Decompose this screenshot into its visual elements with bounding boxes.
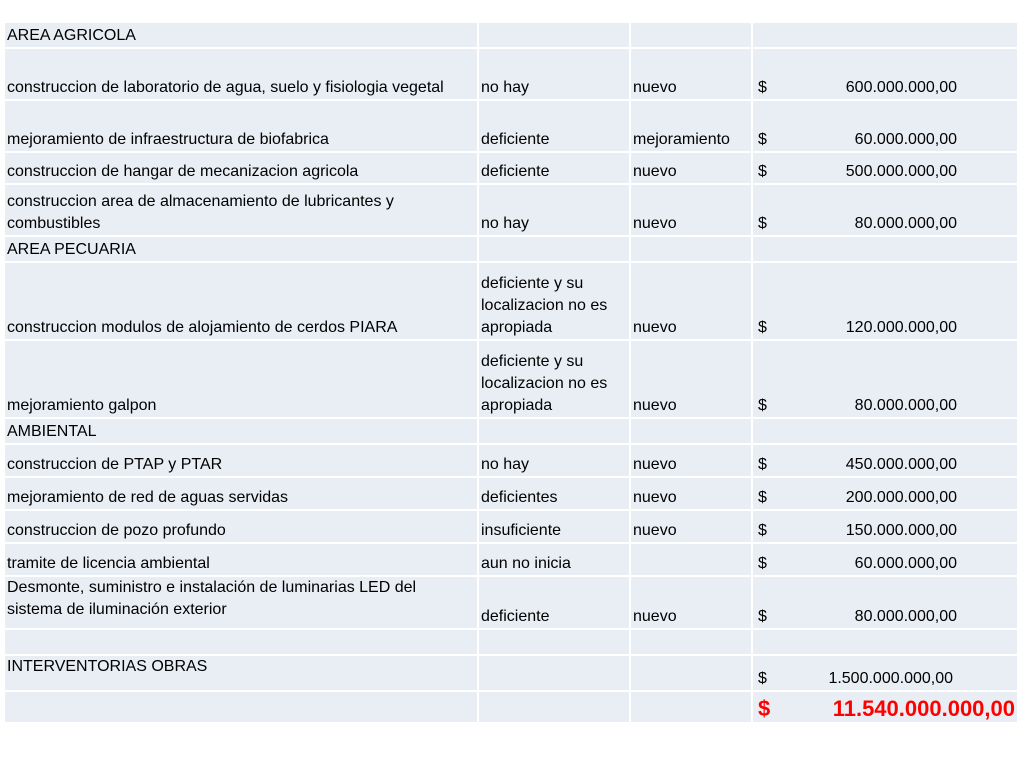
table-row: [5, 263, 1017, 339]
valor-cell: [753, 49, 1017, 99]
tipo-cell: nuevo: [631, 341, 751, 417]
estado-cell: [479, 656, 629, 690]
amount: 200.000.000,00: [845, 489, 957, 506]
valor-cell: [753, 544, 1017, 575]
amount: 120.000.000,00: [845, 319, 957, 336]
total-row: [5, 692, 1017, 722]
currency-symbol: $: [758, 456, 767, 473]
estado-cell: deficientes: [479, 478, 629, 509]
estado-cell: deficiente: [479, 101, 629, 151]
item-cell: INTERVENTORIAS OBRAS: [5, 656, 477, 690]
item-cell: construccion area de almacenamiento de lubricantes y combustibles: [5, 185, 477, 235]
estado-cell: deficiente y su localizacion no es apropiada: [479, 341, 629, 417]
estado-cell: [479, 23, 629, 47]
total-amount: 11.540.000.000,00: [832, 696, 1015, 721]
item-cell: AREA AGRICOLA: [5, 23, 477, 47]
estado-cell: no hay: [479, 445, 629, 476]
estado-cell: insuficiente: [479, 511, 629, 542]
tipo-cell: [631, 23, 751, 47]
valor-cell: [753, 656, 1017, 690]
amount: 500.000.000,00: [845, 163, 957, 180]
item-cell: [5, 630, 477, 654]
item-cell: mejoramiento galpon: [5, 341, 477, 417]
table-row: [5, 101, 1017, 151]
amount: 600.000.000,00: [845, 79, 957, 96]
tipo-cell: nuevo: [631, 153, 751, 183]
tipo-cell: nuevo: [631, 478, 751, 509]
valor-cell: [753, 23, 1017, 47]
table-row: [5, 544, 1017, 575]
amount: 80.000.000,00: [854, 608, 957, 625]
currency-symbol: $: [758, 319, 767, 336]
tipo-cell: [631, 237, 751, 261]
tipo-cell: nuevo: [631, 511, 751, 542]
tipo-cell: nuevo: [631, 49, 751, 99]
estado-cell: [479, 237, 629, 261]
item-cell: mejoramiento de infraestructura de biofabrica: [5, 101, 477, 151]
amount: 450.000.000,00: [845, 456, 957, 473]
estado-cell: aun no inicia: [479, 544, 629, 575]
table-row: [5, 511, 1017, 542]
section-row-pecuaria: [5, 237, 1017, 261]
tipo-cell: [631, 419, 751, 443]
tipo-cell: [631, 656, 751, 690]
valor-cell: [753, 153, 1017, 183]
estado-cell: [479, 630, 629, 654]
currency-symbol: $: [758, 397, 767, 414]
section-row-ambiental: [5, 419, 1017, 443]
item-cell: construccion de PTAP y PTAR: [5, 445, 477, 476]
amount: 1.500.000.000,00: [828, 670, 953, 687]
valor-cell: [753, 478, 1017, 509]
estado-cell: no hay: [479, 49, 629, 99]
estado-cell: deficiente: [479, 577, 629, 628]
budget-table: [3, 21, 1019, 724]
currency-symbol: $: [758, 163, 767, 180]
valor-cell: [753, 341, 1017, 417]
table-row: [5, 577, 1017, 628]
table-row: [5, 49, 1017, 99]
amount: 150.000.000,00: [845, 522, 957, 539]
total-cell: [753, 692, 1017, 722]
item-cell: AREA PECUARIA: [5, 237, 477, 261]
currency-symbol: $: [758, 79, 767, 96]
valor-cell: [753, 263, 1017, 339]
tipo-cell: nuevo: [631, 185, 751, 235]
valor-cell: [753, 185, 1017, 235]
currency-symbol: $: [758, 131, 767, 148]
tipo-cell: nuevo: [631, 577, 751, 628]
currency-symbol: $: [758, 670, 767, 687]
item-cell: construccion de pozo profundo: [5, 511, 477, 542]
valor-cell: [753, 630, 1017, 654]
valor-cell: [753, 101, 1017, 151]
tipo-cell: nuevo: [631, 445, 751, 476]
table-row: [5, 478, 1017, 509]
table-row: [5, 445, 1017, 476]
tipo-cell: [631, 692, 751, 722]
currency-symbol: $: [758, 555, 767, 572]
amount: 60.000.000,00: [854, 555, 957, 572]
currency-symbol: $: [758, 608, 767, 625]
estado-cell: no hay: [479, 185, 629, 235]
amount: 80.000.000,00: [854, 215, 957, 232]
currency-symbol: $: [758, 489, 767, 506]
item-cell: Desmonte, suministro e instalación de luminarias LED del sistema de iluminación exterior: [5, 577, 477, 628]
amount: 60.000.000,00: [854, 131, 957, 148]
valor-cell: [753, 419, 1017, 443]
estado-cell: deficiente: [479, 153, 629, 183]
currency-symbol: $: [758, 522, 767, 539]
valor-cell: [753, 237, 1017, 261]
table-row-empty: [5, 630, 1017, 654]
estado-cell: [479, 419, 629, 443]
estado-cell: deficiente y su localizacion no es apropiada: [479, 263, 629, 339]
valor-cell: [753, 577, 1017, 628]
estado-cell: [479, 692, 629, 722]
item-cell: AMBIENTAL: [5, 419, 477, 443]
total-currency-symbol: $: [758, 696, 771, 721]
tipo-cell: nuevo: [631, 263, 751, 339]
item-cell: construccion modulos de alojamiento de cerdos PIARA: [5, 263, 477, 339]
item-cell: construccion de laboratorio de agua, suelo y fisiologia vegetal: [5, 49, 477, 99]
item-cell: mejoramiento de red de aguas servidas: [5, 478, 477, 509]
table-row: [5, 153, 1017, 183]
amount: 80.000.000,00: [854, 397, 957, 414]
currency-symbol: $: [758, 215, 767, 232]
table-row: [5, 656, 1017, 690]
item-cell: tramite de licencia ambiental: [5, 544, 477, 575]
valor-cell: [753, 445, 1017, 476]
item-cell: construccion de hangar de mecanizacion agricola: [5, 153, 477, 183]
section-row-agricola: [5, 23, 1017, 47]
tipo-cell: [631, 544, 751, 575]
item-cell: [5, 692, 477, 722]
table-row: [5, 185, 1017, 235]
tipo-cell: [631, 630, 751, 654]
table-row: [5, 341, 1017, 417]
tipo-cell: mejoramiento: [631, 101, 751, 151]
valor-cell: [753, 511, 1017, 542]
